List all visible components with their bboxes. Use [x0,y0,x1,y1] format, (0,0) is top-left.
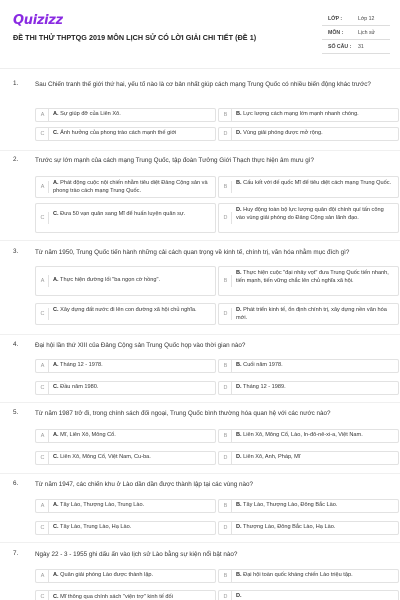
question-number: 6. [13,480,19,487]
option-c[interactable] [35,127,216,141]
option-label: D. [236,307,242,313]
question-number: 5. [13,409,19,416]
option-label: D. [236,130,242,137]
option-text: Đại hội toàn quốc kháng chiến Lào triệu tập. [243,572,353,579]
meta-label: LỚP : [328,15,343,22]
option-text: Liên Xô, Mông Cổ, Lào, In-đô-nê-xi-a, Việt Nam. [243,432,363,439]
option-label: C. [53,384,59,391]
option-badge: A [37,570,49,582]
option-label: D. [236,207,242,213]
divider [0,240,400,241]
option-label: A. [53,277,59,284]
option-text: Thực hiện đường lối "ba ngọn cờ hồng". [60,277,161,284]
option-c[interactable] [35,451,216,465]
meta-box [322,12,390,54]
option-badge: B [220,360,232,372]
question-1 [13,80,391,146]
option-a[interactable] [35,108,216,122]
question-6 [13,480,391,540]
option-label: A. [53,362,59,369]
option-badge: D [220,212,232,224]
option-badge: D [220,522,232,534]
meta-row-count [322,40,390,54]
option-text: Vùng giải phóng được mở rộng. [243,130,323,137]
option-label: A. [53,502,59,509]
option-label: B. [236,432,242,439]
option-text: Sự giúp đỡ của Liên Xô. [60,111,121,118]
option-badge: A [37,500,49,512]
option-label: A. [53,432,59,439]
option-badge: D [220,382,232,394]
option-d[interactable] [218,381,399,395]
meta-row-class [322,12,390,26]
divider [0,542,400,543]
option-text: Liên Xô, Mông Cổ, Việt Nam, Cu-ba. [60,454,151,461]
option-text: Mĩ thông qua chính sách "viện trợ" kinh tế đối [60,594,173,600]
option-label: C. [53,211,59,217]
option-text: Thượng Lào, Đông Bắc Lào, Hạ Lào. [243,524,336,531]
divider [0,402,400,403]
option-label: B. [236,572,242,579]
option-b[interactable] [218,569,399,583]
question-number: 3. [13,248,19,255]
question-number: 2. [13,156,19,163]
option-d[interactable] [218,303,399,325]
option-badge: B [220,181,232,193]
page-header [0,0,400,68]
option-text: Tháng 12 - 1978. [60,362,103,369]
option-c[interactable] [35,590,216,600]
divider [0,473,400,474]
option-d[interactable] [218,590,399,600]
option-label: D. [236,524,242,531]
divider [0,334,400,335]
option-badge: C [37,212,49,224]
option-label: B. [236,180,242,186]
option-a[interactable] [35,266,216,296]
question-number: 7. [13,550,19,557]
option-label: A. [53,180,59,186]
option-badge: C [37,452,49,464]
option-badge: C [37,382,49,394]
divider [0,150,400,151]
header-divider [0,68,400,69]
meta-value: Lớp 12 [358,15,375,22]
option-b[interactable] [218,266,399,296]
option-label: D. [236,384,242,391]
question-3 [13,248,391,332]
option-text: Xây dựng đất nước đi lên con đường xã hội chủ nghĩa. [60,307,197,313]
question-text: Đại hội lần thứ XIII của Đảng Cộng sản Trung Quốc họp vào thời gian nào? [35,342,246,349]
option-badge: C [37,522,49,534]
option-label: C. [53,130,59,137]
meta-row-subject [322,26,390,40]
option-badge: B [220,570,232,582]
option-b[interactable] [218,176,399,198]
option-text: Đầu năm 1980. [60,384,99,391]
option-badge: D [220,591,232,600]
option-text: Phát triển kinh tế, ổn định chính trị, xây dựng nền văn hóa mới. [236,307,387,321]
option-label: C. [53,594,59,600]
option-text: Tây Lào, Thượng Lào, Trung Lào. [60,502,145,509]
option-label: D. [236,593,242,600]
option-label: D. [236,454,242,461]
question-text: Từ năm 1950, Trung Quốc tiến hành những cải cách quan trọng về kinh tế, chính trị, văn hóa nhằm mục đích gì? [35,249,350,256]
option-text: Tháng 12 - 1989. [243,384,286,391]
option-badge: B [220,109,232,121]
meta-label: MÔN : [328,29,344,36]
question-number: 1. [13,80,19,87]
option-label: B. [236,111,242,118]
option-label: B. [236,502,242,509]
option-c[interactable] [35,381,216,395]
option-d[interactable] [218,451,399,465]
option-badge: D [220,128,232,140]
option-badge: B [220,275,232,287]
option-badge: D [220,308,232,320]
question-5 [13,409,391,471]
question-text: Từ năm 1987 trở đi, trong chính sách đối ngoại, Trung Quốc bình thường hóa quan hệ với các nước nào? [35,410,331,417]
option-badge: C [37,591,49,600]
option-c[interactable] [35,203,216,233]
option-label: B. [236,362,242,369]
option-badge: A [37,360,49,372]
option-text: Tây Lào, Trung Lào, Hạ Lào. [60,524,132,531]
question-2 [13,156,391,236]
option-b[interactable] [218,499,399,513]
meta-value: 31 [358,43,364,50]
option-label: A. [53,572,59,579]
option-b[interactable] [218,108,399,122]
option-badge: D [220,452,232,464]
option-label: C. [53,524,59,531]
option-text: Ảnh hưởng của phong trào cách mạnh thế giới [60,130,177,137]
question-number: 4. [13,341,19,348]
quizizz-logo: Quizizz [13,13,63,28]
option-badge: A [37,275,49,287]
option-label: A. [53,111,59,118]
question-text: Từ năm 1947, các chiến khu ở Lào dần dần được thành lập tại các vùng nào? [35,481,253,488]
option-label: C. [53,307,59,313]
option-badge: A [37,181,49,193]
option-text: Liên Xô, Anh, Pháp, Mĩ [243,454,301,461]
question-text: Ngày 22 - 3 - 1955 ghi dấu ấn vào lịch sử Lào bằng sự kiện nổi bật nào? [35,551,238,558]
option-c[interactable] [35,521,216,535]
option-text: Quân giải phóng Lào được thành lập. [60,572,154,579]
option-text: Tây Lào, Thượng Lào, Đông Bắc Lào. [243,502,338,509]
option-badge: A [37,430,49,442]
option-a[interactable] [35,176,216,198]
document-title: ĐỀ THI THỬ THPTQG 2019 MÔN LỊCH SỬ CÓ LỜI GIẢI CHI TIẾT (ĐỀ 1) [13,33,257,42]
option-text: Huy động toàn bộ lực lượng quân đội chính quí tấn công vào vùng giải phóng do Đảng Cộng sản lãnh đạo. [236,207,384,221]
meta-label: SỐ CÂU : [328,43,352,50]
option-d[interactable] [218,127,399,141]
option-d[interactable] [218,203,399,233]
meta-value: Lịch sử [358,29,376,36]
option-text: Phát động cuộc nội chiến nhằm tiêu diệt Đảng Cộng sản và phong trào cách mạng Trung Quốc. [53,180,208,194]
option-text: Cấu kết với đế quốc Mĩ để tiêu diệt cách mạng Trung Quốc. [243,180,392,186]
option-a[interactable] [35,429,216,443]
option-badge: A [37,109,49,121]
option-badge: C [37,308,49,320]
question-4 [13,341,391,399]
question-text: Trước sự lớn mạnh của cách mạng Trung Quốc, tập đoàn Tưởng Giới Thạch thực hiện âm mưu gì? [35,157,314,164]
question-text: Sau Chiến tranh thế giới thứ hai, yếu tố nào là cơ bản nhất giúp cách mạng Trung Quốc có nhiều biến động khác trước? [35,81,371,88]
option-c[interactable] [35,303,216,325]
option-text: Thực hiện cuộc "đại nhảy vọt" đưa Trung Quốc tiến nhanh, tiến mạnh, tiến vững chắc lên chủ nghĩa xã hội. [236,270,389,284]
option-label: C. [53,454,59,461]
question-7 [13,550,391,600]
option-text: Mĩ, Liên Xô, Mông Cổ. [60,432,116,439]
option-d[interactable] [218,521,399,535]
option-a[interactable] [35,359,216,373]
option-badge: C [37,128,49,140]
option-b[interactable] [218,429,399,443]
option-a[interactable] [35,499,216,513]
option-badge: B [220,500,232,512]
option-a[interactable] [35,569,216,583]
option-badge: B [220,430,232,442]
option-b[interactable] [218,359,399,373]
option-text: Lực lượng cách mạng lớn mạnh nhanh chóng. [243,111,359,118]
option-text: Đưa 50 vạn quân sang Mĩ để huấn luyện quân sự. [60,211,186,217]
option-text: Cuối năm 1978. [243,362,283,369]
option-label: B. [236,270,242,276]
